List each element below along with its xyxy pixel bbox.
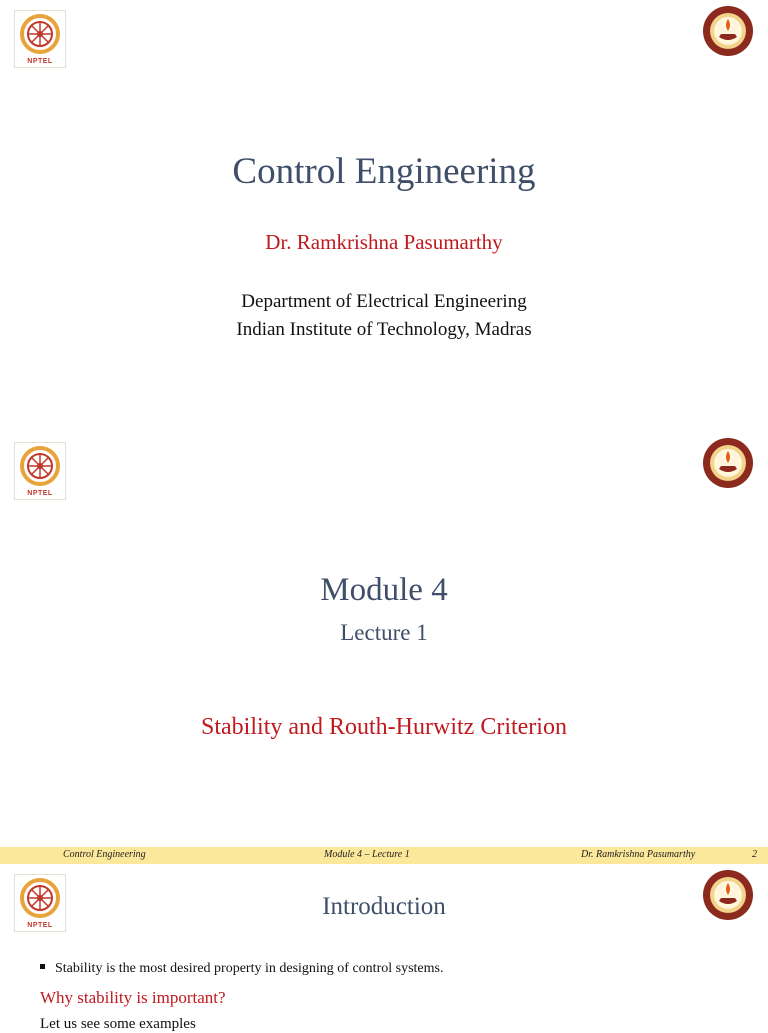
nptel-label: NPTEL <box>27 490 53 497</box>
module-title: Module 4 <box>320 572 448 608</box>
lecture-title: Lecture 1 <box>340 620 428 645</box>
nptel-logo-icon <box>14 442 66 500</box>
nptel-label: NPTEL <box>27 58 53 65</box>
slide-footer <box>0 847 768 864</box>
nptel-label: NPTEL <box>27 922 53 929</box>
slide-introduction <box>0 864 768 1032</box>
question-text: Why stability is important? <box>40 988 226 1007</box>
footer-module-lecture: Module 4 – Lecture 1 <box>324 849 410 860</box>
footer-page-number: 2 <box>752 849 757 860</box>
iit-madras-seal-icon <box>702 5 754 57</box>
intro-title: Introduction <box>322 893 446 920</box>
footer-author: Dr. Ramkrishna Pasumarthy <box>581 849 696 860</box>
author-name: Dr. Ramkrishna Pasumarthy <box>265 230 503 254</box>
footer-course: Control Engineering <box>63 849 146 860</box>
department: Department of Electrical Engineering <box>241 291 527 312</box>
slide-module <box>0 432 768 864</box>
nptel-logo-icon <box>14 10 66 68</box>
slide-title <box>0 0 768 432</box>
institute: Indian Institute of Technology, Madras <box>236 319 532 340</box>
partial-line: Let us see some examples <box>40 1016 196 1032</box>
course-title: Control Engineering <box>232 151 536 192</box>
iit-madras-seal-icon <box>702 437 754 489</box>
topic-title: Stability and Routh-Hurwitz Criterion <box>201 714 567 740</box>
bullet-item: Stability is the most desired property in designing of control systems. <box>40 961 443 977</box>
